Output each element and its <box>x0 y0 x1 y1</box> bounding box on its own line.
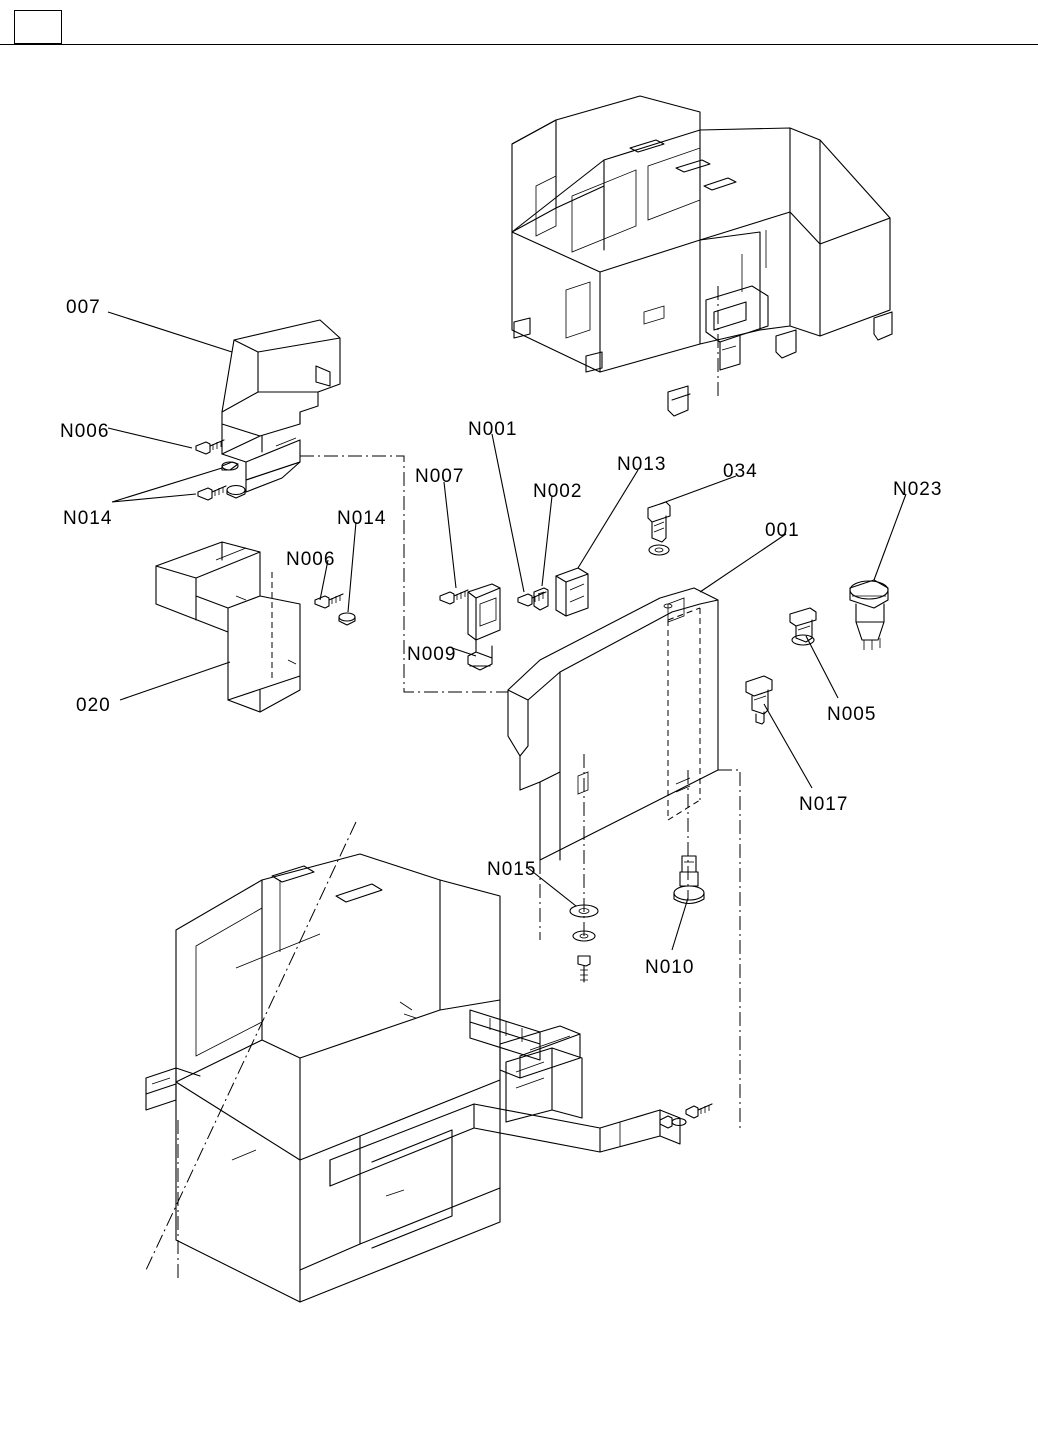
callout-034: 034 <box>723 461 758 482</box>
callout-N014-mid: N014 <box>337 508 387 529</box>
callout-N009: N009 <box>407 644 457 665</box>
callout-N005: N005 <box>827 704 877 725</box>
callout-N006-mid: N006 <box>286 549 336 570</box>
part-034-stud <box>648 502 670 555</box>
callout-001: 001 <box>765 520 800 541</box>
callout-N007: N007 <box>415 466 465 487</box>
callout-007: 007 <box>66 297 101 318</box>
part-N005-foot <box>790 608 816 645</box>
callout-N017: N017 <box>799 794 849 815</box>
callout-N023: N023 <box>893 479 943 500</box>
callout-N010: N010 <box>645 957 695 978</box>
callout-N013: N013 <box>617 454 667 475</box>
callout-N014-upper: N014 <box>63 508 113 529</box>
callout-020: 020 <box>76 695 111 716</box>
callout-N015: N015 <box>487 859 537 880</box>
machine-overview-isometric <box>512 96 892 416</box>
part-N023-knob <box>850 580 888 650</box>
callout-N006-upper: N006 <box>60 421 110 442</box>
callout-N001: N001 <box>468 419 518 440</box>
part-N010-foot <box>674 856 704 904</box>
part-N015-washers <box>570 905 598 982</box>
centre-small-parts <box>440 568 588 670</box>
part-007-cover <box>222 320 340 492</box>
part-N017-fitting <box>746 676 772 724</box>
callout-N002: N002 <box>533 481 583 502</box>
machine-base-isometric <box>146 822 712 1302</box>
fasteners-upper <box>196 440 245 500</box>
part-020-bracket <box>156 542 300 712</box>
